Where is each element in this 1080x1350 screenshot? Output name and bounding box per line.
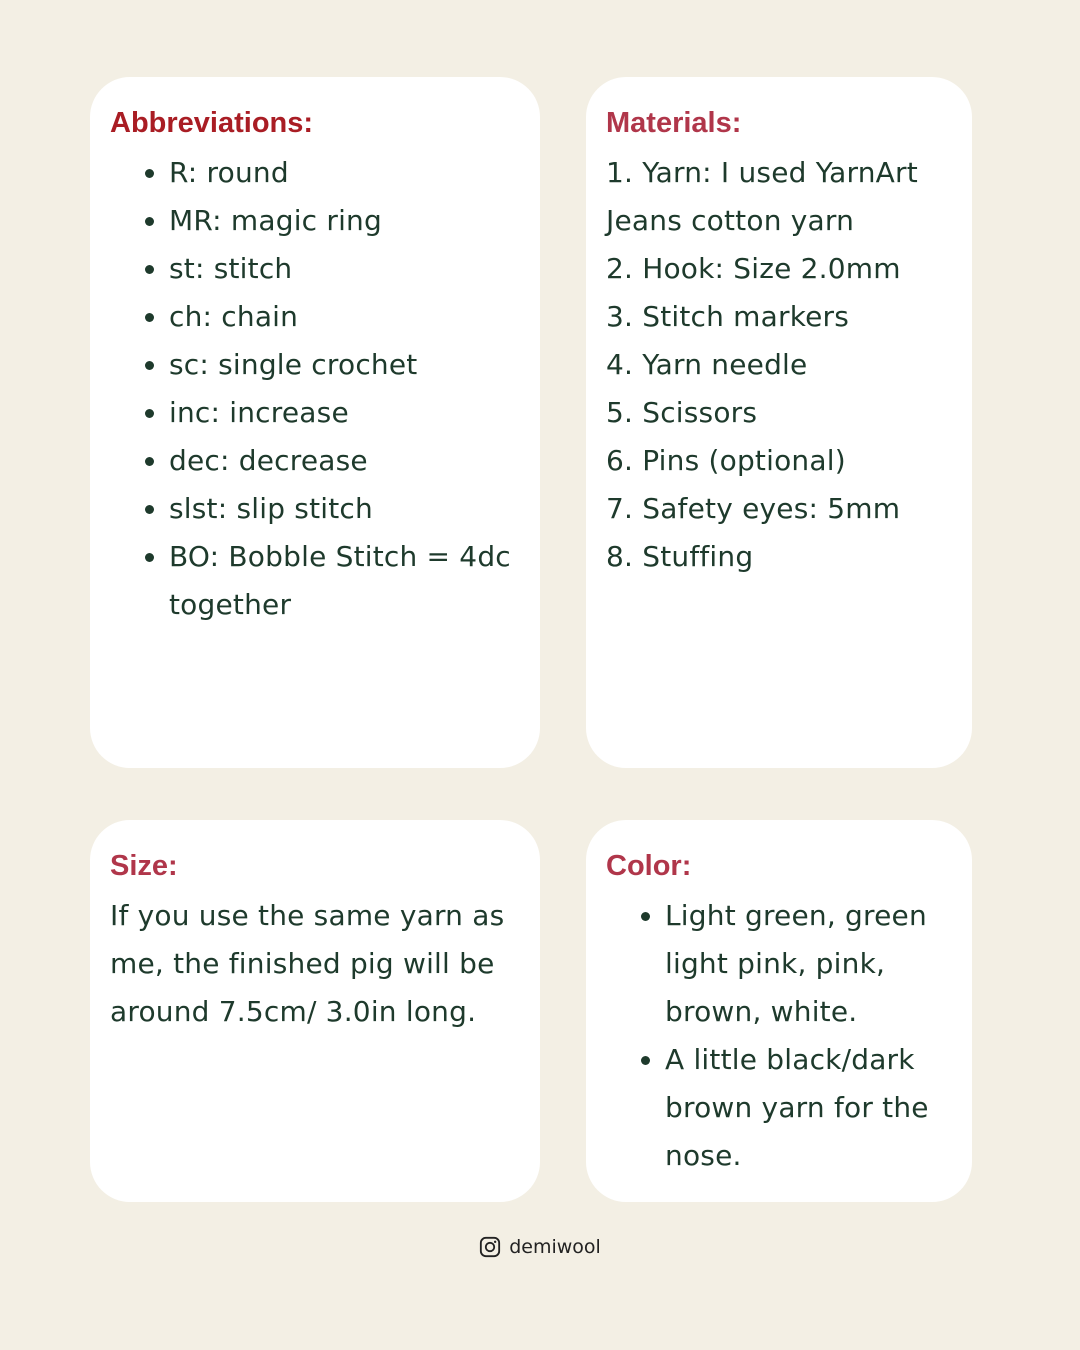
- list-item: 1. Yarn: I used YarnArt Jeans cotton yarn: [606, 156, 918, 237]
- list-item: 2. Hook: Size 2.0mm: [606, 252, 901, 285]
- color-card: [586, 820, 972, 1202]
- list-item: A little black/dark brown yarn for the nose.: [665, 1036, 952, 1180]
- list-item: BO: Bobble Stitch = 4dc together: [169, 533, 520, 629]
- abbreviations-card: [90, 77, 540, 768]
- list-item: sc: single crochet: [169, 341, 520, 389]
- footer: [0, 1236, 1080, 1258]
- list-item: 6. Pins (optional): [606, 444, 846, 477]
- list-item: slst: slip stitch: [169, 485, 520, 533]
- list-item: Light green, green light pink, pink, brown, white.: [665, 892, 952, 1036]
- list-item: ch: chain: [169, 293, 520, 341]
- list-item: 5. Scissors: [606, 396, 758, 429]
- instagram-icon[interactable]: [479, 1236, 501, 1258]
- list-item: inc: increase: [169, 389, 520, 437]
- abbreviations-list: [110, 149, 520, 629]
- size-title: Size:: [110, 850, 178, 882]
- materials-list: [606, 149, 952, 581]
- color-list: [606, 892, 952, 1180]
- instagram-handle[interactable]: demiwool: [509, 1236, 601, 1258]
- list-item: MR: magic ring: [169, 197, 520, 245]
- materials-title: Materials:: [606, 107, 742, 139]
- list-item: 8. Stuffing: [606, 540, 754, 573]
- size-description: If you use the same yarn as me, the finished pig will be around 7.5cm/ 3.0in long.: [110, 899, 505, 1028]
- color-title: Color:: [606, 850, 692, 882]
- list-item: st: stitch: [169, 245, 520, 293]
- list-item: 3. Stitch markers: [606, 300, 850, 333]
- abbreviations-title: Abbreviations:: [110, 107, 314, 139]
- list-item: R: round: [169, 149, 520, 197]
- list-item: 4. Yarn needle: [606, 348, 808, 381]
- list-item: dec: decrease: [169, 437, 520, 485]
- materials-card: [586, 77, 972, 768]
- size-card: [90, 820, 540, 1202]
- list-item: 7. Safety eyes: 5mm: [606, 492, 901, 525]
